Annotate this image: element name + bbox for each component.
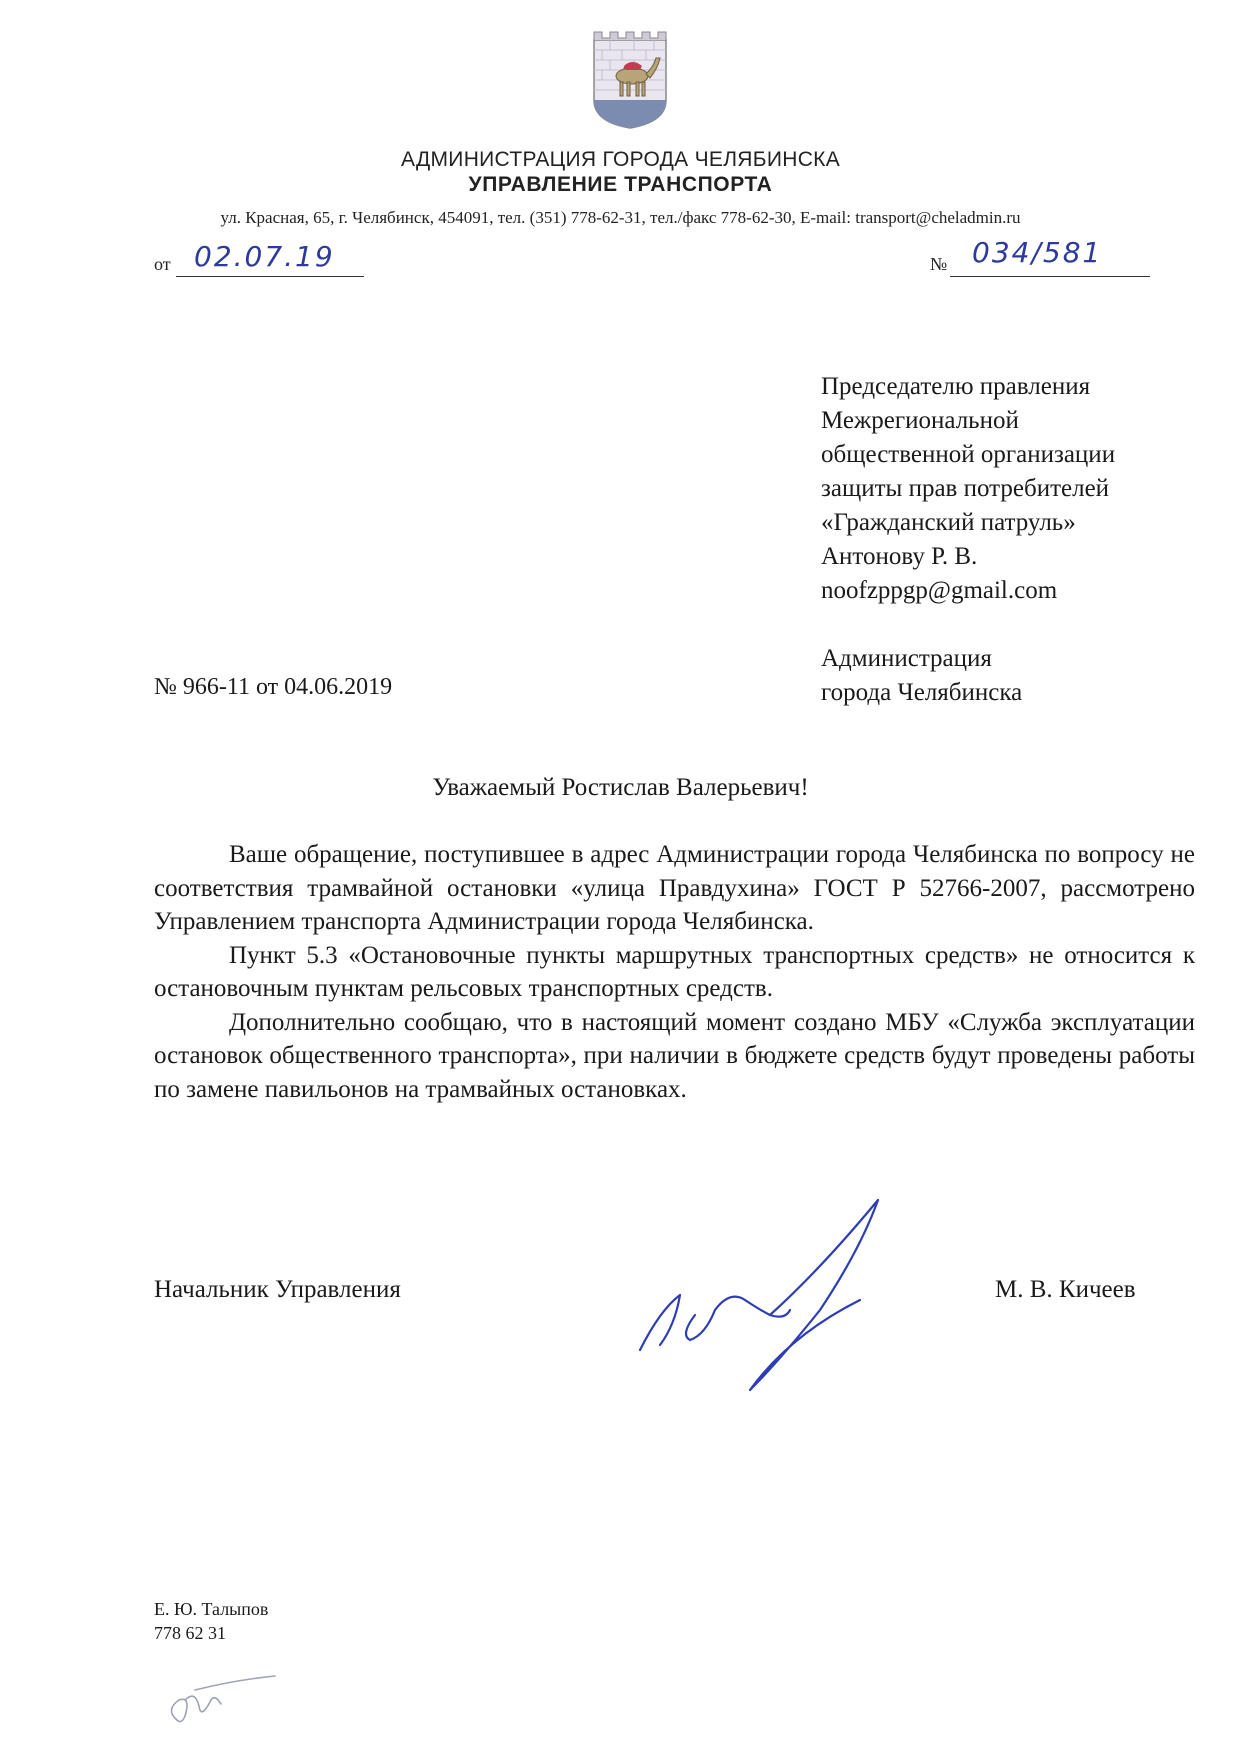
date-label: от [154,254,171,274]
number-value: 034/581 [972,236,1103,269]
reference-number: № 966-11 от 04.06.2019 [154,674,393,700]
body-paragraph: Пункт 5.3 «Остановочные пункты маршрутных транспортных средств» не относится к остановочным пунктам рельсовых транспортных средств. [154,941,1195,1002]
date-underline [176,276,364,277]
addressee-line: Межрегиональной [821,407,1019,434]
number-field [930,236,1150,278]
signatory-name: М. В. Кичеев [995,1276,1136,1303]
number-underline [950,276,1150,277]
addressee-line: Председателю правления [821,373,1091,400]
date-value: 02.07.19 [194,240,335,273]
letter-body [154,838,1195,1106]
body-paragraph: Ваше обращение, поступившее в адрес Администрации города Челябинска по вопросу не соответствия трамвайной остановки «улица Правдухина» ГОСТ Р 52766-2007, рассмотрено Управлением транспорта Администрации города Челябинска. [154,841,1195,935]
addressee-block [821,370,1221,710]
cc-line: Администрация [821,645,992,672]
executor-name: Е. Ю. Талыпов [154,1599,269,1619]
handwritten-initials-icon [155,1660,285,1740]
department-name: УПРАВЛЕНИЕ ТРАНСПОРТА [468,173,773,196]
handwritten-signature-icon [620,1160,980,1400]
signatory-title: Начальник Управления [154,1276,401,1303]
organization-name: АДМИНИСТРАЦИЯ ГОРОДА ЧЕЛЯБИНСКА [400,148,840,171]
addressee-email: noofzppgp@gmail.com [821,577,1058,604]
date-field [154,240,364,278]
addressee-line: защиты прав потребителей [821,475,1110,502]
coat-of-arms-icon [590,30,670,130]
organization-address: ул. Красная, 65, г. Челябинск, 454091, тел. (351) 778-62-31, тел./факс 778-62-30, E-mail: transport@cheladmin.ru [220,208,1021,227]
executor-block [154,1597,268,1645]
greeting: Уважаемый Ростислав Валерьевич! [432,774,809,801]
cc-line: города Челябинска [821,679,1023,706]
executor-phone: 778 62 31 [154,1623,226,1643]
addressee-line: «Гражданский патруль» [821,509,1076,536]
addressee-line: Антонову Р. В. [821,543,978,570]
body-paragraph: Дополнительно сообщаю, что в настоящий момент создано МБУ «Служба эксплуатации остановок общественного транспорта», при наличии в бюджете средств будут проведены работы по замене павильонов на трамвайных остановках. [154,1008,1195,1103]
number-label: № [930,254,948,274]
addressee-line: общественной организации [821,441,1116,468]
